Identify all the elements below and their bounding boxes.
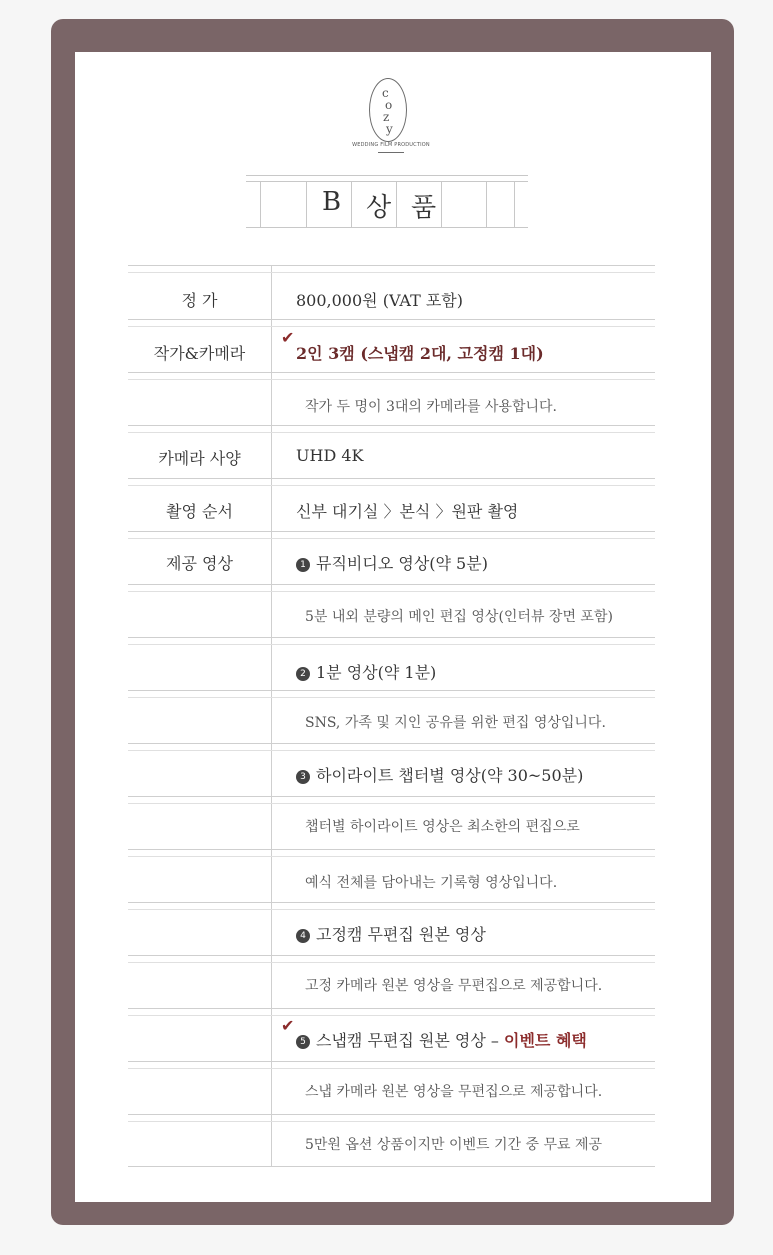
label-shoot-order: 촬영 순서	[166, 502, 233, 521]
label-price: 정 가	[181, 291, 218, 310]
label-photographer-camera: 작가&카메라	[153, 344, 246, 363]
value-shoot-order: 신부 대기실 〉본식 〉원판 촬영	[296, 502, 519, 521]
event-benefit-highlight: 이벤트 혜택	[504, 1031, 587, 1050]
video-item-3-desc-2: 예식 전체를 담아내는 기록형 영상입니다.	[305, 875, 558, 891]
video-item-1: 1 뮤직비디오 영상(약 5분)	[296, 551, 488, 574]
number-5-icon: 5	[296, 1035, 310, 1049]
logo-letter: o	[385, 98, 393, 112]
logo-subtitle: WEDDING FILM PRODUCTION	[352, 142, 430, 148]
video-item-3-desc-1: 챕터별 하이라이트 영상은 최소한의 편집으로	[305, 819, 580, 835]
video-item-5-desc: 스냅 카메라 원본 영상을 무편집으로 제공합니다.	[305, 1084, 603, 1100]
number-3-icon: 3	[296, 770, 310, 784]
video-item-4: 4 고정캠 무편집 원본 영상	[296, 922, 486, 945]
check-icon: ✔	[281, 328, 295, 347]
video-item-4-desc: 고정 카메라 원본 영상을 무편집으로 제공합니다.	[305, 978, 603, 994]
title-char: B	[322, 187, 342, 217]
title-char: 품	[411, 193, 437, 223]
cozy-logo	[352, 78, 430, 158]
value-photographer-camera: 2인 3캠 (스냅캠 2대, 고정캠 1대)	[296, 344, 544, 363]
title-char: 상	[366, 193, 392, 223]
number-2-icon: 2	[296, 667, 310, 681]
table-divider	[271, 265, 272, 1167]
product-title	[246, 175, 528, 228]
number-4-icon: 4	[296, 929, 310, 943]
label-camera-spec: 카메라 사양	[158, 449, 241, 468]
value-camera-spec: UHD 4K	[296, 446, 364, 465]
check-icon: ✔	[281, 1016, 295, 1035]
label-provided-videos: 제공 영상	[166, 554, 233, 573]
logo-underline	[378, 152, 404, 153]
video-item-5-note: 5만원 옵션 상품이지만 이벤트 기간 중 무료 제공	[305, 1137, 603, 1153]
video-item-3: 3 하이라이트 챕터별 영상(약 30~50분)	[296, 763, 583, 786]
logo-letter: z	[383, 110, 390, 124]
video-item-2: 2 1분 영상(약 1분)	[296, 660, 436, 683]
desc-photographer-camera: 작가 두 명이 3대의 카메라를 사용합니다.	[305, 399, 557, 415]
video-item-2-desc: SNS, 가족 및 지인 공유를 위한 편집 영상입니다.	[305, 715, 606, 731]
video-item-5: 5 스냅캠 무편집 원본 영상 – 이벤트 혜택	[296, 1028, 587, 1051]
video-item-1-desc: 5분 내외 분량의 메인 편집 영상(인터뷰 장면 포함)	[305, 609, 613, 625]
logo-letter: y	[386, 122, 393, 136]
number-1-icon: 1	[296, 558, 310, 572]
logo-letter: c	[382, 86, 389, 100]
value-price: 800,000원 (VAT 포함)	[296, 291, 464, 310]
logo-ring	[369, 78, 407, 142]
